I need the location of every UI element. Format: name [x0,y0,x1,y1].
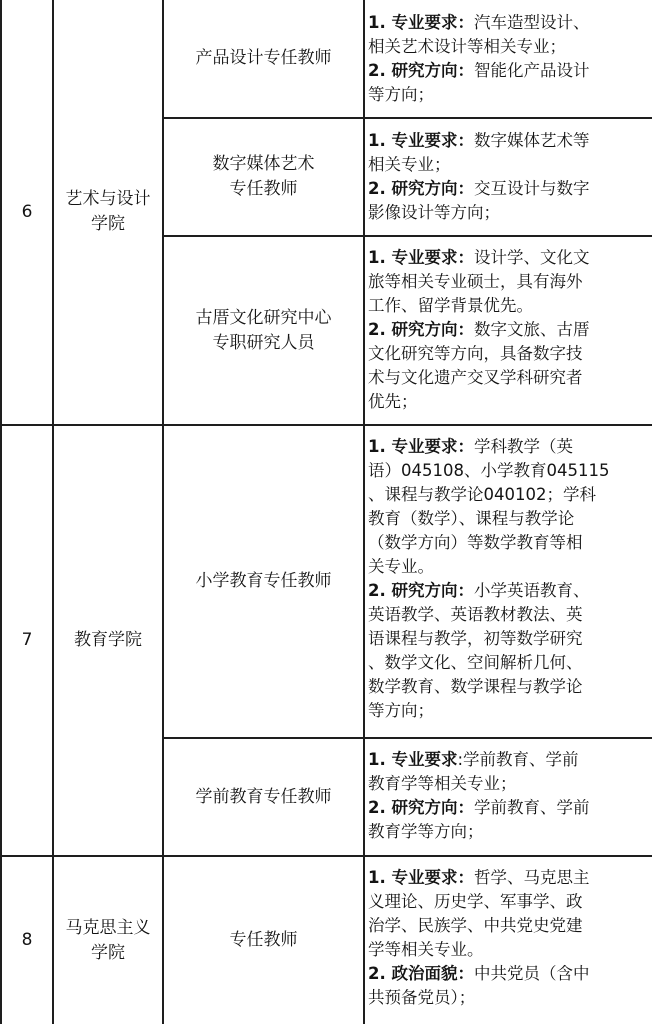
requirement-line [368,129,650,153]
requirement-text: 共预备党员）； [368,988,476,1007]
position-requirements [368,246,650,414]
row-number: 8 [21,930,33,950]
requirement-text: 教育学等相关专业； [368,774,517,793]
requirement-line [368,675,650,699]
college-name: 艺术与设计 学院 [65,189,151,234]
requirement-line [368,699,650,723]
requirement-text: 、课程与教学论040102；学科 [368,485,596,504]
requirement-text: 数字文旅、古厝 [474,320,590,339]
college-name: 教育学院 [74,630,142,650]
requirement-line [368,820,650,844]
requirement-line [368,177,650,201]
requirement-label: 2. 研究方向： [368,61,474,80]
requirement-label: 2. 研究方向： [368,798,474,817]
requirement-line [368,366,650,390]
requirement-text: 数字媒体艺术等 [474,131,590,150]
requirement-line [368,153,650,177]
requirement-line [368,603,650,627]
requirement-line [368,507,650,531]
requirement-line [368,890,650,914]
requirement-text: 优先； [368,392,418,411]
requirement-text: 教育学等方向； [368,822,484,841]
requirement-line [368,555,650,579]
requirement-label: 2. 研究方向： [368,581,474,600]
position-title: 专任教师 [229,930,298,950]
requirement-line [368,748,650,772]
position-title: 数字媒体艺术 专任教师 [212,154,315,199]
requirement-label: 1. 专业要求： [368,437,474,456]
position-requirements [368,866,650,1010]
requirement-line [368,772,650,796]
requirement-line [368,579,650,603]
requirement-text: 学科教学（英 [474,437,573,456]
requirement-text: 设计学、文化文 [474,248,590,267]
requirement-line [368,796,650,820]
requirement-label: 2. 研究方向： [368,320,474,339]
row-number: 7 [21,630,33,650]
requirement-text: 文化研究等方向，具备数字技 [368,344,583,363]
requirement-line [368,962,650,986]
requirement-text: 教育（数学）、课程与教学论 [368,509,575,528]
requirement-text: 语）045108、小学教育045115 [368,461,610,480]
requirement-label: 2. 研究方向： [368,179,474,198]
requirement-line [368,318,650,342]
requirement-text: 智能化产品设计 [474,61,590,80]
requirement-label: 2. 政治面貌： [368,964,474,983]
requirement-line [368,59,650,83]
requirement-line [368,35,650,59]
requirement-text: 语课程与教学，初等数学研究 [368,629,583,648]
requirement-line [368,11,650,35]
requirement-text: 英语教学、英语教材教法、英 [368,605,583,624]
row-number: 6 [21,201,33,222]
requirement-text: 等方向； [368,701,434,720]
position-title: 小学教育专任教师 [195,571,332,591]
requirement-text: 术与文化遗产交叉学科研究者 [368,368,583,387]
position-title: 产品设计专任教师 [195,48,332,68]
requirement-label: 1. 专业要求： [368,868,474,887]
requirement-text: 旅等相关专业硕士，具有海外 [368,272,583,291]
position-requirements [368,11,650,107]
requirement-text: 治学、民族学、中共党史党建 [368,916,583,935]
requirement-line [368,294,650,318]
requirement-line [368,342,650,366]
requirement-line [368,866,650,890]
requirement-line [368,531,650,555]
requirement-text: 相关艺术设计等相关专业； [368,37,566,56]
requirement-text: 工作、留学背景优先。 [368,296,533,315]
requirement-line [368,390,650,414]
requirement-text: 中共党员（含中 [474,964,590,983]
requirement-line [368,627,650,651]
requirement-line [368,201,650,225]
column-divider [363,0,365,1024]
position-requirements [368,435,650,723]
requirement-text: 学等相关专业。 [368,940,484,959]
requirement-line [368,483,650,507]
requirement-text: 汽车造型设计、 [474,13,590,32]
requirement-text: （数学方向）等数学教育等相 [368,533,583,552]
requirement-text: 学前教育、学前 [474,798,590,817]
requirement-text: :学前教育、学前 [457,750,579,769]
college-name: 马克思主义 学院 [65,917,151,963]
requirement-line [368,435,650,459]
requirement-label: 1. 专业要求： [368,131,474,150]
requirement-line [368,938,650,962]
requirement-text: 哲学、马克思主 [474,868,590,887]
requirement-text: 影像设计等方向； [368,203,500,222]
position-title: 古厝文化研究中心 专职研究人员 [195,307,332,353]
requirement-text: 相关专业； [368,155,451,174]
requirement-text: 交互设计与数字 [474,179,590,198]
requirement-line [368,459,650,483]
requirement-text: 等方向； [368,85,434,104]
requirement-line [368,914,650,938]
position-title: 学前教育专任教师 [195,786,332,807]
requirement-line [368,651,650,675]
requirement-line [368,83,650,107]
requirement-label: 1. 专业要求： [368,13,474,32]
requirement-line [368,270,650,294]
requirement-text: 小学英语教育、 [474,581,590,600]
requirement-line [368,986,650,1010]
position-requirements [368,748,650,844]
position-requirements [368,129,650,225]
requirement-label: 1. 专业要求 [368,750,458,769]
requirement-text: 义理论、历史学、军事学、政 [368,892,583,911]
requirement-text: 、数学文化、空间解析几何、 [368,653,583,672]
requirement-line [368,246,650,270]
requirement-text: 数学教育、数学课程与教学论 [368,677,583,696]
requirement-label: 1. 专业要求： [368,248,474,267]
requirement-text: 关专业。 [368,557,434,576]
